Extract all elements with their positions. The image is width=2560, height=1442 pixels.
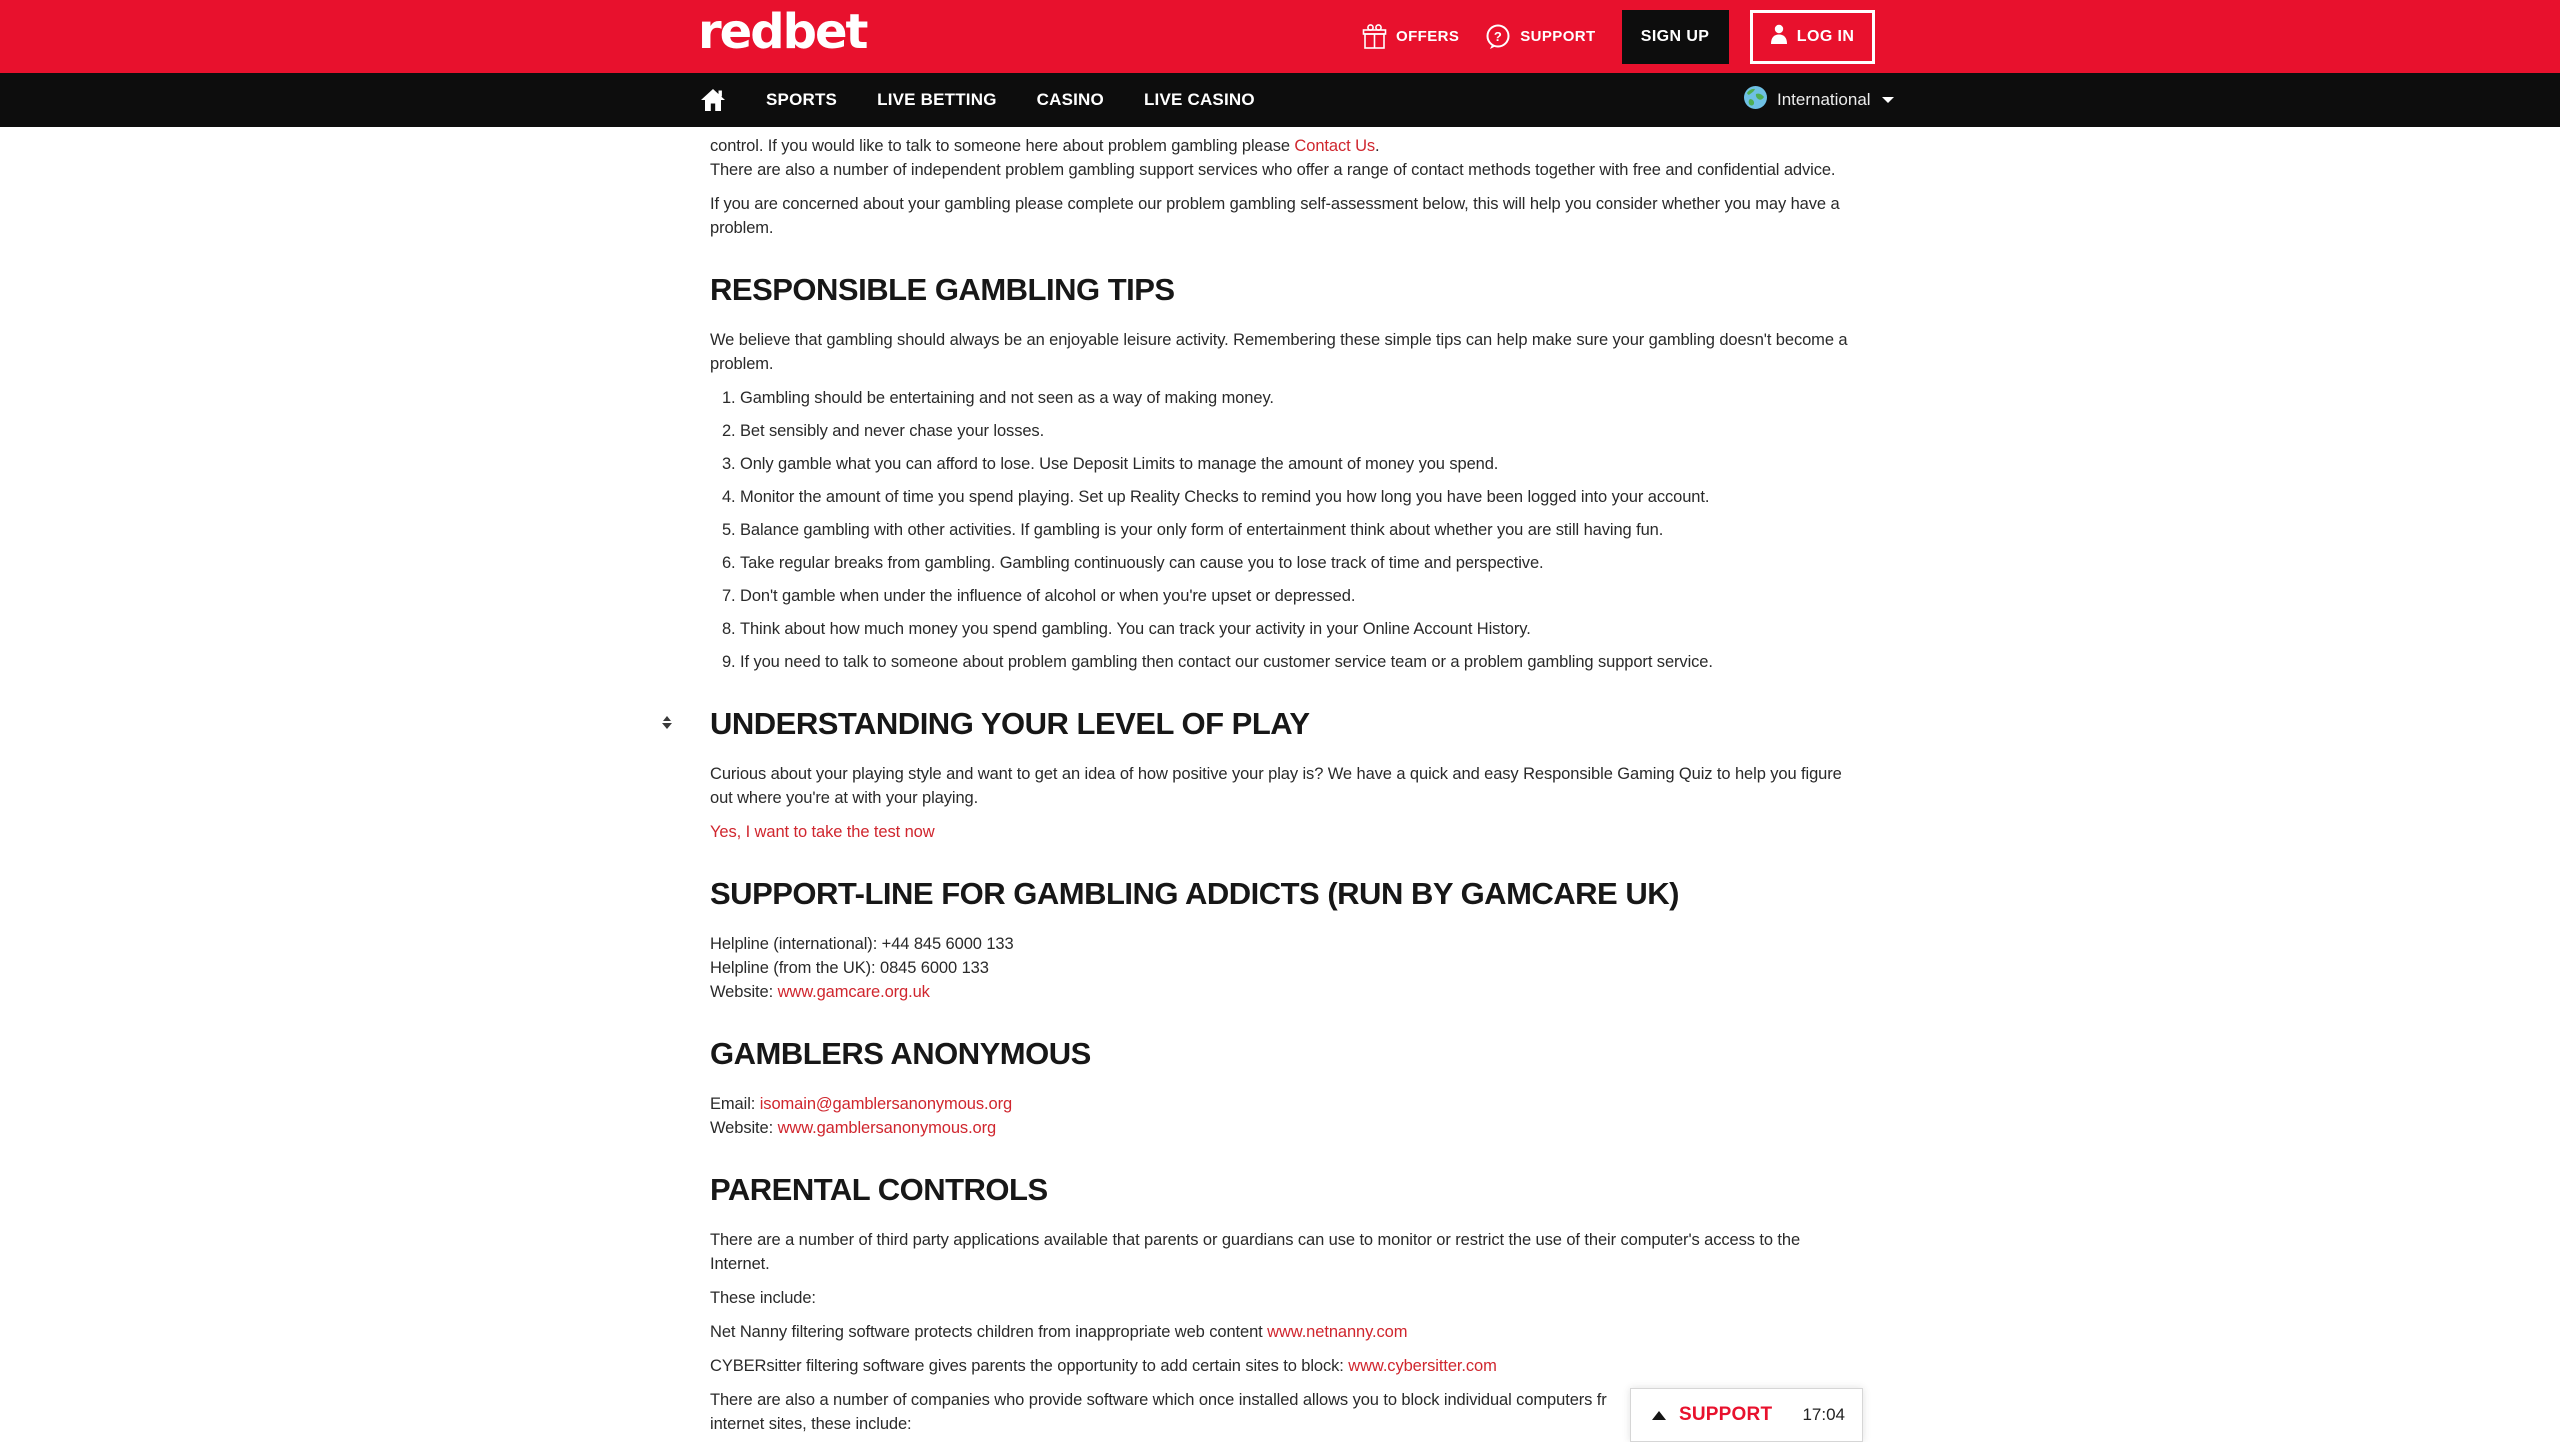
intro-text-suffix: . — [1375, 137, 1380, 155]
home-icon[interactable] — [700, 88, 726, 112]
tip-item: 8. Think about how much money you spend gambling. You can track your activity in your Online Account History. — [740, 617, 1850, 641]
topbar — [0, 0, 2560, 73]
netnanny-row — [710, 1320, 1850, 1344]
globe-icon — [1743, 85, 1768, 115]
parental-controls-heading: PARENTAL CONTROLS — [710, 1172, 1048, 1207]
parental-para2: These include: — [710, 1289, 816, 1307]
nav-items — [700, 73, 1255, 127]
tip-item: 3. Only gamble what you can afford to lose. Use Deposit Limits to manage the amount of money you spend. — [740, 452, 1850, 476]
intro-continuation — [710, 134, 1850, 158]
triangle-up-icon — [663, 716, 671, 721]
svg-text:?: ? — [1494, 28, 1503, 44]
support-link[interactable] — [1485, 24, 1595, 50]
level-of-play-heading: UNDERSTANDING YOUR LEVEL OF PLAY — [710, 706, 1310, 741]
parental-para3-line2: internet sites, these include: — [710, 1415, 912, 1433]
cybersitter-row — [710, 1354, 1850, 1378]
gift-icon — [1362, 24, 1387, 50]
brand-logo[interactable]: redbet — [698, 4, 867, 60]
chevron-down-icon — [1882, 97, 1894, 103]
nav-item-live-casino[interactable]: LIVE CASINO — [1143, 90, 1255, 109]
support-chat-widget[interactable] — [1630, 1388, 1863, 1442]
triangle-down-icon — [662, 723, 672, 729]
tip-item: 4. Monitor the amount of time you spend playing. Set up Reality Checks to remind you how long you have been logged into your account. — [740, 485, 1850, 509]
ga-email-row — [710, 1092, 1850, 1116]
level-of-play-para: Curious about your playing style and want to get an idea of how positive your play is? We have a quick and easy Responsible Gaming Quiz to help you figure out where you're at with your playing. — [710, 765, 1842, 807]
signup-button[interactable]: SIGN UP — [1622, 10, 1729, 64]
gamcare-helpline-international: Helpline (international): +44 845 6000 133 — [710, 935, 1014, 953]
netnanny-text: Net Nanny filtering software protects children from inappropriate web content — [710, 1323, 1268, 1341]
gamcare-heading: SUPPORT-LINE FOR GAMBLING ADDICTS (RUN BY GAMCARE UK) — [710, 876, 1679, 911]
gamcare-website-row — [710, 980, 1850, 1004]
gamblers-anonymous-heading: GAMBLERS ANONYMOUS — [710, 1036, 1091, 1071]
take-test-link[interactable]: Yes, I want to take the test now — [710, 823, 935, 841]
login-label: LOG IN — [1796, 27, 1855, 45]
tip-item: 5. Balance gambling with other activities. If gambling is your only form of entertainment think about whether you are still having fun. — [740, 518, 1850, 542]
tip-item: 9. If you need to talk to someone about problem gambling then contact our customer service team or a problem gambling support service. — [740, 650, 1850, 674]
intro-text: control. If you would like to talk to someone here about problem gambling please — [710, 137, 1295, 155]
gamcare-helpline-uk: Helpline (from the UK): 0845 6000 133 — [710, 959, 989, 977]
intro-para-self-assessment: If you are concerned about your gambling please complete our problem gambling self-assessment below, this will help you consider whether you may have a problem. — [710, 195, 1840, 237]
ga-website-row — [710, 1116, 1850, 1140]
email-label: Email: — [710, 1095, 760, 1113]
cybersitter-text: CYBERsitter filtering software gives parents the opportunity to add certain sites to block: — [710, 1357, 1349, 1375]
nav-item-sports[interactable]: SPORTS — [766, 90, 838, 109]
login-button[interactable] — [1750, 10, 1875, 64]
tips-intro: We believe that gambling should always be an enjoyable leisure activity. Remembering these simple tips can help make sure your gambling doesn't become a problem. — [710, 331, 1848, 373]
scroll-up-down-icon[interactable] — [661, 716, 673, 729]
tips-list — [710, 386, 1850, 674]
ga-website-link[interactable]: www.gamblersanonymous.org — [777, 1119, 997, 1137]
support-label: SUPPORT — [1520, 28, 1596, 45]
tip-item: 6. Take regular breaks from gambling. Gambling continuously can cause you to lose track of time and perspective. — [740, 551, 1850, 575]
netnanny-link[interactable]: www.netnanny.com — [1267, 1323, 1408, 1341]
ga-email-link[interactable]: isomain@gamblersanonymous.org — [759, 1095, 1013, 1113]
offers-label: OFFERS — [1396, 28, 1460, 45]
parental-para3-line1: There are also a number of companies who provide software which once installed allows you to block individual computers fr — [710, 1391, 1607, 1409]
tip-item: 7. Don't gamble when under the influence of alcohol or when you're upset or depressed. — [740, 584, 1850, 608]
locale-label: International — [1777, 90, 1871, 109]
locale-selector[interactable] — [1743, 73, 1894, 127]
tip-item: 1. Gambling should be entertaining and not seen as a way of making money. — [740, 386, 1850, 410]
support-widget-time: 17:04 — [1802, 1405, 1845, 1424]
cybersitter-link[interactable]: www.cybersitter.com — [1348, 1357, 1497, 1375]
website-label: Website: — [710, 1119, 778, 1137]
user-icon — [1770, 24, 1788, 49]
take-test-row — [710, 820, 1850, 844]
tips-heading: RESPONSIBLE GAMBLING TIPS — [710, 272, 1175, 307]
offers-link[interactable] — [1362, 24, 1459, 50]
contact-us-link[interactable]: Contact Us — [1294, 137, 1376, 155]
question-bubble-icon — [1485, 24, 1511, 50]
main-content — [710, 127, 1850, 1436]
website-label: Website: — [710, 983, 778, 1001]
navbar — [0, 73, 2560, 127]
nav-item-casino[interactable]: CASINO — [1036, 90, 1104, 109]
nav-item-live-betting[interactable]: LIVE BETTING — [877, 90, 997, 109]
support-widget-label: SUPPORT — [1679, 1404, 1773, 1425]
triangle-up-icon — [1652, 1411, 1666, 1420]
tip-item: 2. Bet sensibly and never chase your losses. — [740, 419, 1850, 443]
parental-para1: There are a number of third party applications available that parents or guardians can use to monitor or restrict the use of their computer's access to the Internet. — [710, 1231, 1801, 1273]
topbar-actions — [1362, 0, 1875, 73]
intro-para-support-services: There are also a number of independent problem gambling support services who offer a range of contact methods together with free and confidential advice. — [710, 161, 1836, 179]
gamcare-website-link[interactable]: www.gamcare.org.uk — [777, 983, 930, 1001]
